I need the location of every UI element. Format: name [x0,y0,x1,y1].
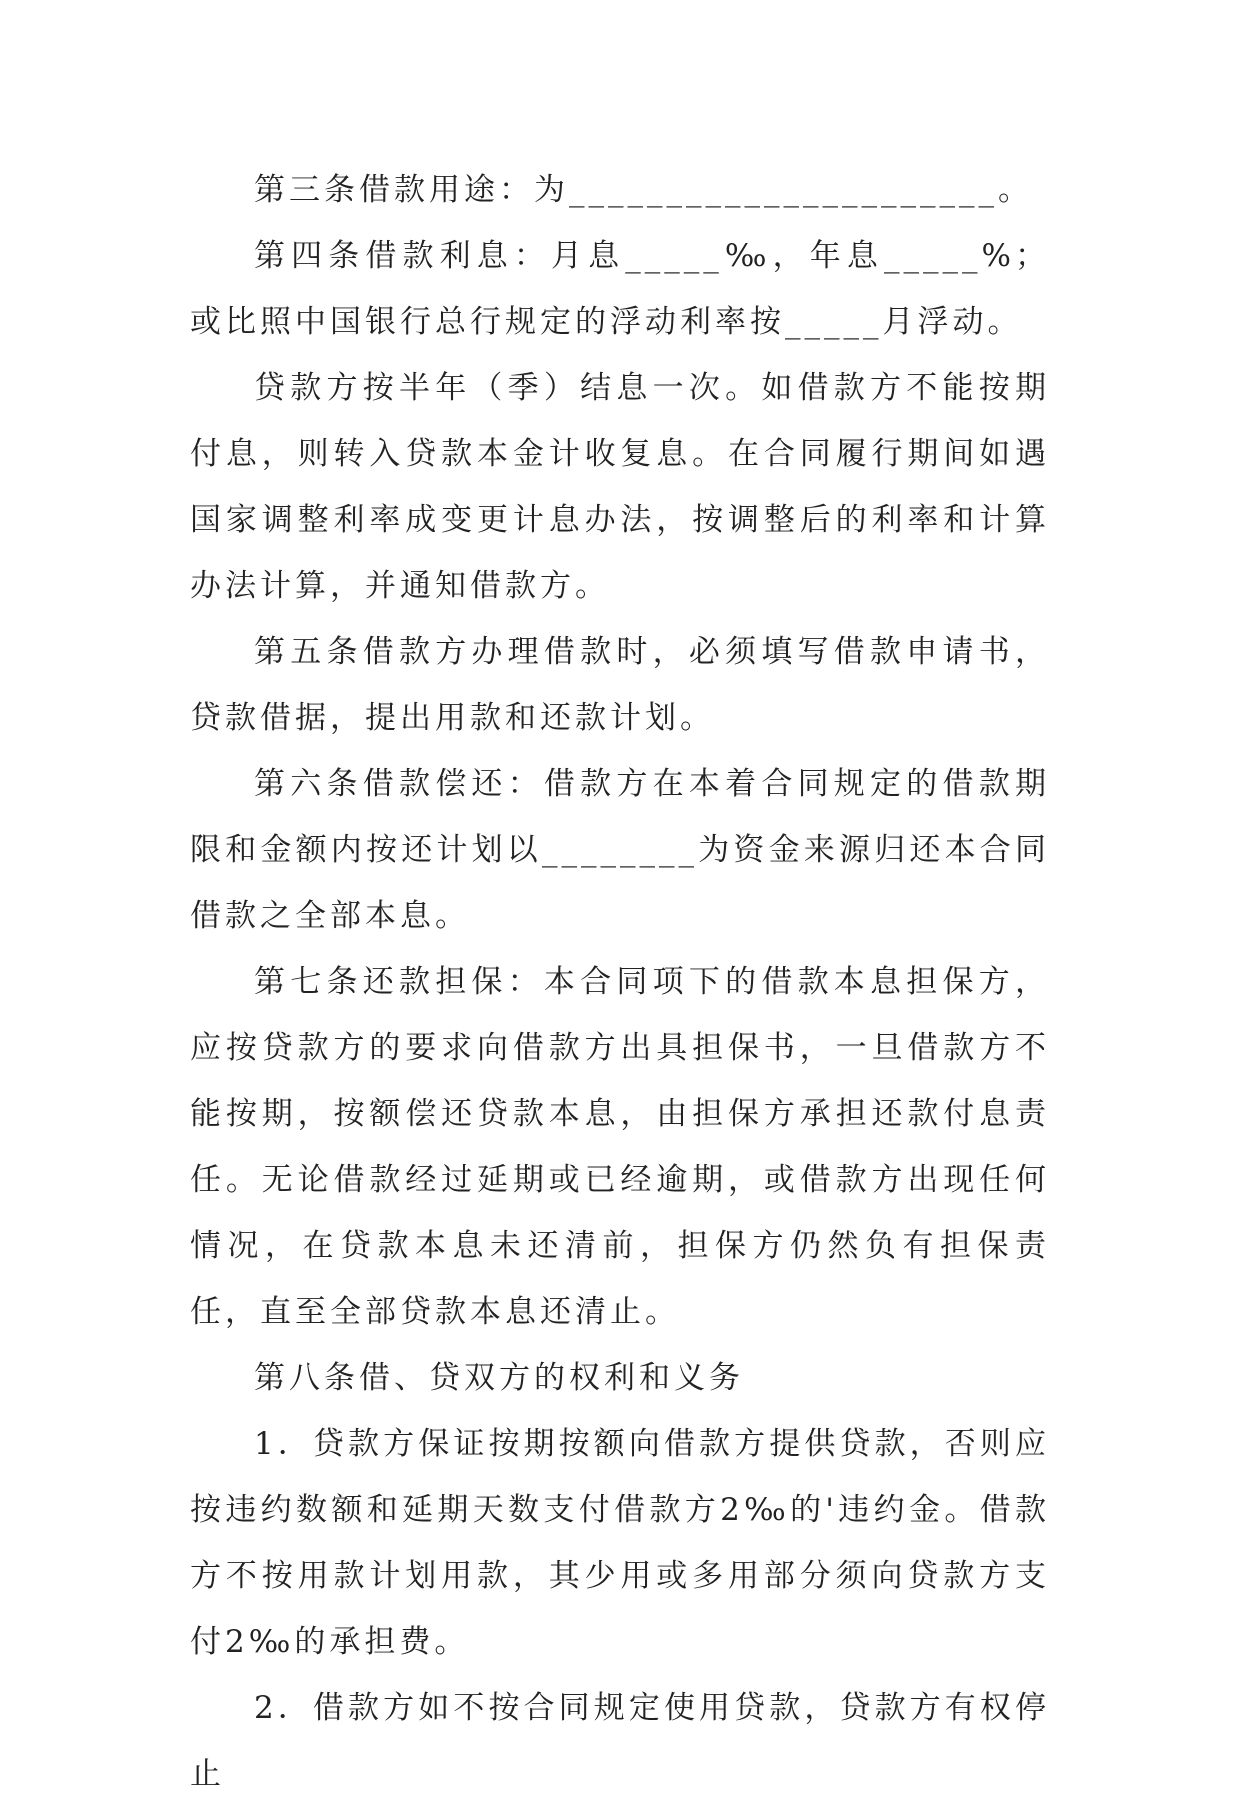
paragraph-interest-settlement: 贷款方按半年（季）结息一次。如借款方不能按期付息，则转入贷款本金计收复息。在合同履行期间如遇国家调整利率成变更计息办法，按调整后的利率和计算办法计算，并通知借款方。 [190,370,1050,604]
paragraph-article-8-item-1: 1．贷款方保证按期按额向借款方提供贷款，否则应按违约数额和延期天数支付借款方2‰的'违约金。借款方不按用款计划用款，其少用或多用部分须向贷款方支付2‰的承担费。 [190,1426,1050,1660]
paragraph-article-6-repayment: 第六条借款偿还：借款方在本着合同规定的借款期限和金额内按还计划以________为资金来源归还本合同借款之全部本息。 [190,766,1050,934]
paragraph-article-5-application: 第五条借款方办理借款时，必须填写借款申请书，贷款借据，提出用款和还款计划。 [190,634,1050,736]
paragraph-article-4-interest: 第四条借款利息：月息_____‰，年息_____%；或比照中国银行总行规定的浮动利率按_____月浮动。 [190,238,1050,340]
paragraph-article-8-item-2: 2．借款方如不按合同规定使用贷款，贷款方有权停止 [190,1690,1050,1792]
paragraph-article-8-heading: 第八条借、贷双方的权利和义务 [254,1360,744,1396]
document-body [190,157,1050,1807]
paragraph-article-3-purpose: 第三条借款用途：为______________________。 [254,172,1033,208]
paragraph-article-7-guarantee: 第七条还款担保：本合同项下的借款本息担保方，应按贷款方的要求向借款方出具担保书，一旦借款方不能按期，按额偿还贷款本息，由担保方承担还款付息责任。无论借款经过延期或已经逾期，或借款方出现任何情况，在贷款本息未还清前，担保方仍然负有担保责任，直至全部贷款本息还清止。 [190,964,1050,1330]
